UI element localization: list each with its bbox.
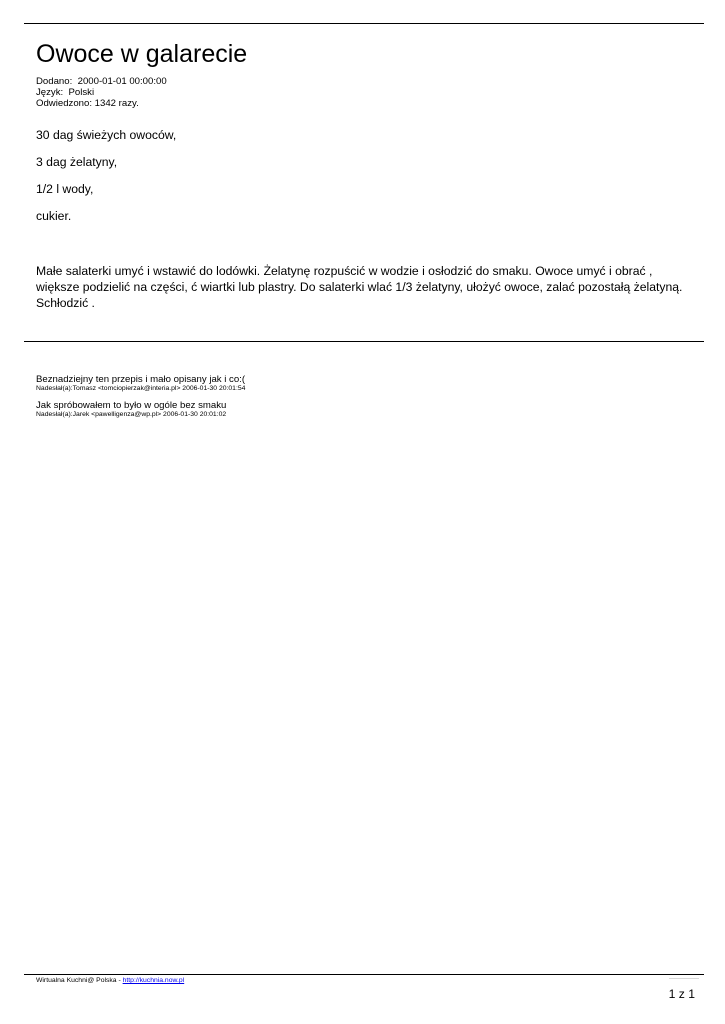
ingredient-item: 1/2 l wody, [36,182,94,196]
comment-author: Nadesłał(a):Tomasz <tomciopierzak@interia.pl> 2006-01-30 20:01:54 [36,385,246,392]
comment-text: Beznadziejny ten przepis i mało opisany jak i co:( [36,374,246,385]
top-divider [24,23,704,24]
comment-author: Nadesłał(a):Jarek <pawelligenza@wp.pl> 2006-01-30 20:01:02 [36,411,227,418]
page-number: 1 z 1 [668,987,695,1001]
footer-decoration [669,978,699,979]
date-added: Dodano: 2000-01-01 00:00:00 [36,76,167,87]
footer-site-name: Wirtualna Kuchni@ Polska - [36,977,123,984]
ingredient-item: cukier. [36,209,72,223]
comment-text: Jak spróbowałem to było w ogóle bez smaku [36,400,227,411]
comments-section [36,374,245,426]
instructions-line: Schłodzić . [36,296,95,310]
comment [36,400,245,419]
recipe-meta [36,76,167,109]
instructions-line: większe podzielić na części, ć wiartki lub plastry. Do salaterki wlać 1/3 żelatyny, ułożyć owoce, zalać pozostałą żelatyną. [36,280,683,294]
ingredient-item: 30 dag świeżych owoców, [36,128,177,142]
comment [36,374,245,393]
footer [36,976,184,985]
ingredient-item: 3 dag żelatyny, [36,155,118,169]
comments-divider [24,341,704,342]
page-title: Owoce w galarecie [36,40,248,68]
visit-count: Odwiedzono: 1342 razy. [36,98,139,109]
ingredients-list [36,128,176,236]
recipe-instructions [36,263,725,311]
site-link[interactable]: http://kuchnia.now.pl [122,977,185,984]
instructions-line: Małe salaterki umyć i wstawić do lodówki. Żelatynę rozpuścić w wodzie i osłodzić do smaku. Owoce umyć i obrać , [36,264,653,278]
footer-divider [24,974,704,975]
language-label: Język: Polski [36,87,95,98]
